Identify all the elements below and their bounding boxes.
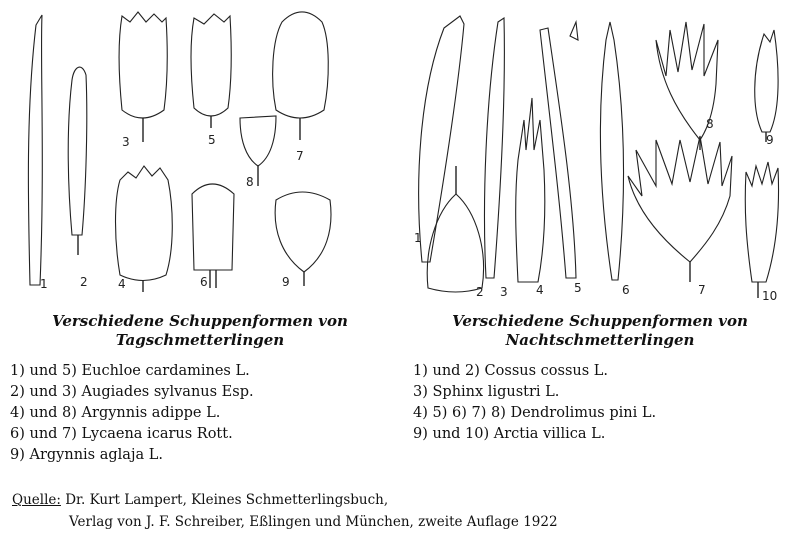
moth-caption (410, 312, 790, 350)
caption-line: Nachtschmetterlingen (505, 331, 695, 349)
scale-figure-9 (755, 30, 778, 142)
scale-figure-6 (600, 22, 623, 280)
legend-item: 2) und 3) Augiades sylvanus Esp. (10, 384, 254, 400)
legend-item: 4) 5) 6) 7) 8) Dendrolimus pini L. (413, 405, 657, 421)
figure-number: 2 (80, 275, 88, 289)
legend-item: 4) und 8) Argynnis adippe L. (10, 405, 221, 421)
figure-number: 2 (476, 285, 484, 299)
scale-figure-6 (192, 184, 234, 288)
day-butterfly-legend (10, 361, 254, 466)
figure-number: 5 (574, 281, 582, 295)
legend-item: 9) und 10) Arctia villica L. (413, 426, 606, 442)
scale-figure-1 (28, 15, 42, 285)
figure-number: 6 (622, 283, 630, 297)
legend-item: 9) Argynnis aglaja L. (10, 447, 163, 463)
figure-number: 8 (246, 175, 254, 189)
figure-number: 4 (536, 283, 544, 297)
figure-number: 9 (766, 133, 774, 147)
scale-figure-4 (116, 166, 173, 292)
source-citation (12, 489, 558, 533)
day-butterfly-scale-illustration (0, 0, 400, 300)
scale-figure-5 (191, 14, 231, 128)
figure-number: 7 (296, 149, 304, 163)
figure-number: 7 (698, 283, 706, 297)
scale-figure-2 (68, 67, 87, 255)
figure-number: 4 (118, 277, 126, 291)
scale-figure-3 (119, 12, 167, 142)
figure-number: 9 (282, 275, 290, 289)
scale-figure-1 (419, 16, 464, 262)
caption-line: Verschiedene Schuppenformen von (52, 312, 348, 330)
scale-figure-4 (516, 98, 545, 282)
source-label: Quelle: (12, 492, 61, 508)
figure-number: 6 (200, 275, 208, 289)
figure-number: 8 (706, 117, 714, 131)
figure-number: 3 (122, 135, 130, 149)
moth-legend (413, 361, 656, 445)
scale-figure-9 (275, 192, 331, 286)
caption-line: Tagschmetterlingen (115, 331, 285, 349)
source-line-1: Dr. Kurt Lampert, Kleines Schmetterlingsbuch, (65, 492, 389, 508)
scale-figure-7 (273, 12, 329, 140)
legend-item: 1) und 5) Euchloe cardamines L. (10, 363, 250, 379)
figure-number: 1 (414, 231, 422, 245)
day-butterfly-caption (10, 312, 390, 350)
legend-item: 6) und 7) Lycaena icarus Rott. (10, 426, 233, 442)
caption-line: Verschiedene Schuppenformen von (452, 312, 748, 330)
scale-figure-3 (485, 18, 505, 278)
legend-item: 3) Sphinx ligustri L. (413, 384, 560, 400)
scale-figure-10 (745, 162, 778, 298)
moth-scale-illustration (400, 0, 800, 305)
source-line-2: Verlag von J. F. Schreiber, Eßlingen und München, zweite Auflage 1922 (69, 514, 558, 530)
figure-number: 1 (40, 277, 48, 291)
legend-item: 1) und 2) Cossus cossus L. (413, 363, 609, 379)
scale-figure-7 (628, 136, 732, 282)
figure-number: 10 (762, 289, 778, 303)
scale-figure-5 (540, 22, 578, 278)
figure-number: 3 (500, 285, 508, 299)
figure-number: 5 (208, 133, 216, 147)
